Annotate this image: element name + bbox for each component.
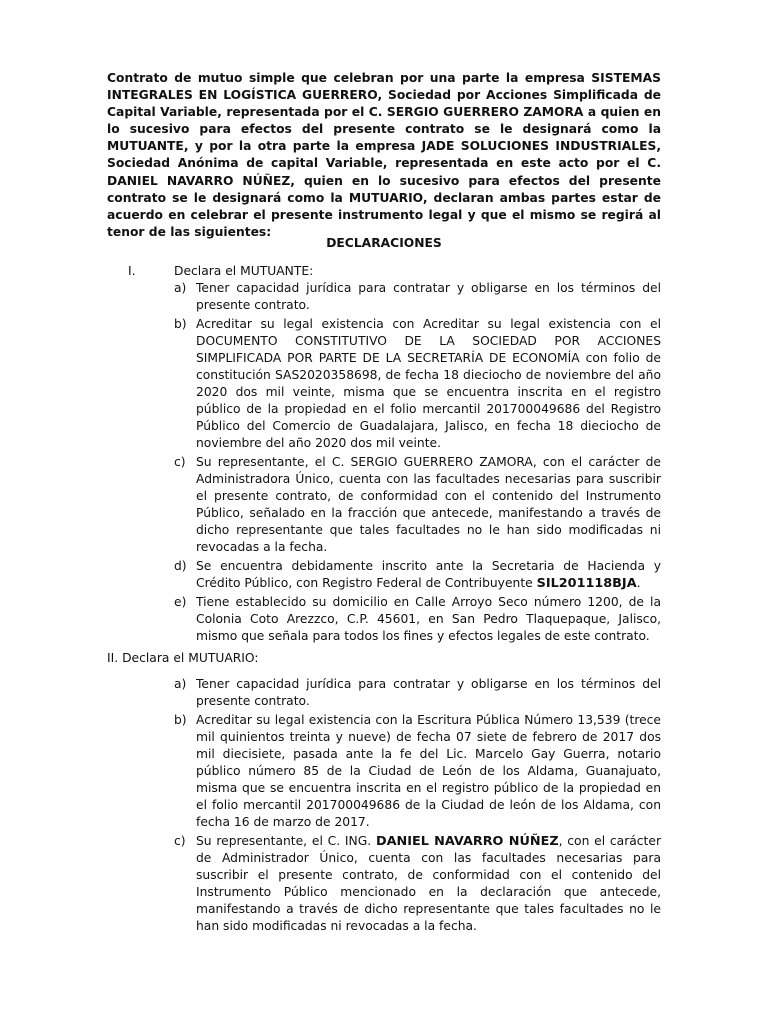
item-letter: b) [174, 712, 187, 727]
mutuario-item-c [174, 833, 661, 936]
mutuante-item-a [174, 280, 661, 314]
mutuante-item-b [174, 316, 661, 453]
item-text-end: , con el carácter de Administrador Único, cuenta con las facultades necesarias para suscribir el presente contrato, de conformidad con el contenido del Instrumento Público mencionado en la declaración que antecede, manifestando a través de dicho representante que tales facultades no le han sido modificadas ni revocadas a la fecha. [196, 833, 662, 934]
section-i-title: Declara el MUTUANTE: [174, 264, 314, 278]
item-text: Tiene establecido su domicilio en Calle Arroyo Seco número 1200, de la Colonia Coto Arezzco, C.P. 45601, en San Pedro Tlaquepaque, Jalisco, mismo que señala para todos los fines y efectos legales de este contrato. [196, 594, 661, 643]
mutuante-declarations-list [174, 280, 661, 646]
item-text: Tener capacidad jurídica para contratar y obligarse en los términos del presente contrato. [196, 677, 661, 709]
item-letter: c) [174, 454, 186, 469]
declarations-heading: DECLARACIONES [326, 236, 442, 250]
item-text: Acreditar su legal existencia con la Escritura Pública Número 13,539 (trece mil quinientos treinta y nueve) de fecha 07 siete de febrero de 2017 dos mil diecisiete, pasada ante la fe del Lic. Marcelo Gay Guerra, notario público número 85 de la Ciudad de León de los Aldama, Guanajuato, misma que se encuentra inscrita en el registro público de la propiedad en el folio mercantil 201700049686 de la Ciudad de león de los Aldama, con fecha 16 de marzo de 2017. [196, 712, 661, 830]
item-text: Tener capacidad jurídica para contratar y obligarse en los términos del presente contrato. [196, 281, 661, 313]
item-letter: b) [174, 316, 187, 331]
rfc-value: SIL201118BJA [536, 576, 637, 592]
item-text: Su representante, el C. ING. [196, 833, 376, 848]
item-letter: a) [174, 677, 187, 691]
mutuante-item-c [174, 454, 661, 557]
item-text: Se encuentra debidamente inscrito ante la Secretaria de Hacienda y Crédito Público, con Registro Federal de Contribuyente [196, 559, 661, 591]
mutuante-item-e [174, 594, 661, 645]
representative-name: DANIEL NAVARRO NÚÑEZ [375, 833, 559, 849]
section-i-number: I. [128, 264, 136, 278]
item-text: Acreditar su legal existencia con Acreditar su legal existencia con el DOCUMENTO CONSTITUTIVO DE LA SOCIEDAD POR ACCIONES SIMPLIFICADA POR PARTE DE LA SECRETARÍA DE ECONOMÍA con folio de constitución SAS2020358698, de fecha 18 dieciocho de noviembre del año 2020 dos mil veinte, misma que se encuentra inscrita en el registro público de la propiedad en el folio mercantil 201700049686 del Registro Público del Comercio de Guadalajara, Jalisco, en fecha 18 dieciocho de noviembre del año 2020 dos mil veinte. [196, 316, 661, 451]
item-text: Su representante, el C. SERGIO GUERRERO ZAMORA, con el carácter de Administradora Único, cuenta con las facultades necesarias para suscribir el presente contrato, de conformidad con el contenido del Instrumento Público, señalado en la fracción que antecede, manifestando a través de dicho representante que tales facultades no le han sido modificadas ni revocadas a la fecha. [196, 454, 661, 555]
section-ii-title: II. Declara el MUTUARIO: [107, 651, 259, 665]
item-text-end: . [636, 576, 641, 591]
item-letter: e) [174, 594, 187, 609]
mutuario-item-b [174, 712, 661, 832]
item-letter: d) [174, 559, 187, 573]
mutuante-item-d [174, 558, 661, 592]
mutuario-item-a [174, 676, 661, 710]
mutuario-declarations-list [174, 676, 661, 937]
item-letter: c) [174, 833, 186, 848]
contract-intro-paragraph: Contrato de mutuo simple que celebran por una parte la empresa SISTEMAS INTEGRALES EN LOGÍSTICA GUERRERO, Sociedad por Acciones Simplificada de Capital Variable, representada por el C. SERGIO GUERRERO ZAMORA a quien en lo sucesivo para efectos del presente contrato se le designará como la MUTUANTE, y por la otra parte la empresa JADE SOLUCIONES INDUSTRIALES, Sociedad Anónima de capital Variable, representada en este acto por el C. DANIEL NAVARRO NÚÑEZ, quien en lo sucesivo para efectos del presente contrato se le designará como la MUTUARIO, declaran ambas partes estar de acuerdo en celebrar el presente instrumento legal y que el mismo se regirá al tenor de las siguientes: [107, 71, 661, 239]
item-letter: a) [174, 281, 187, 295]
